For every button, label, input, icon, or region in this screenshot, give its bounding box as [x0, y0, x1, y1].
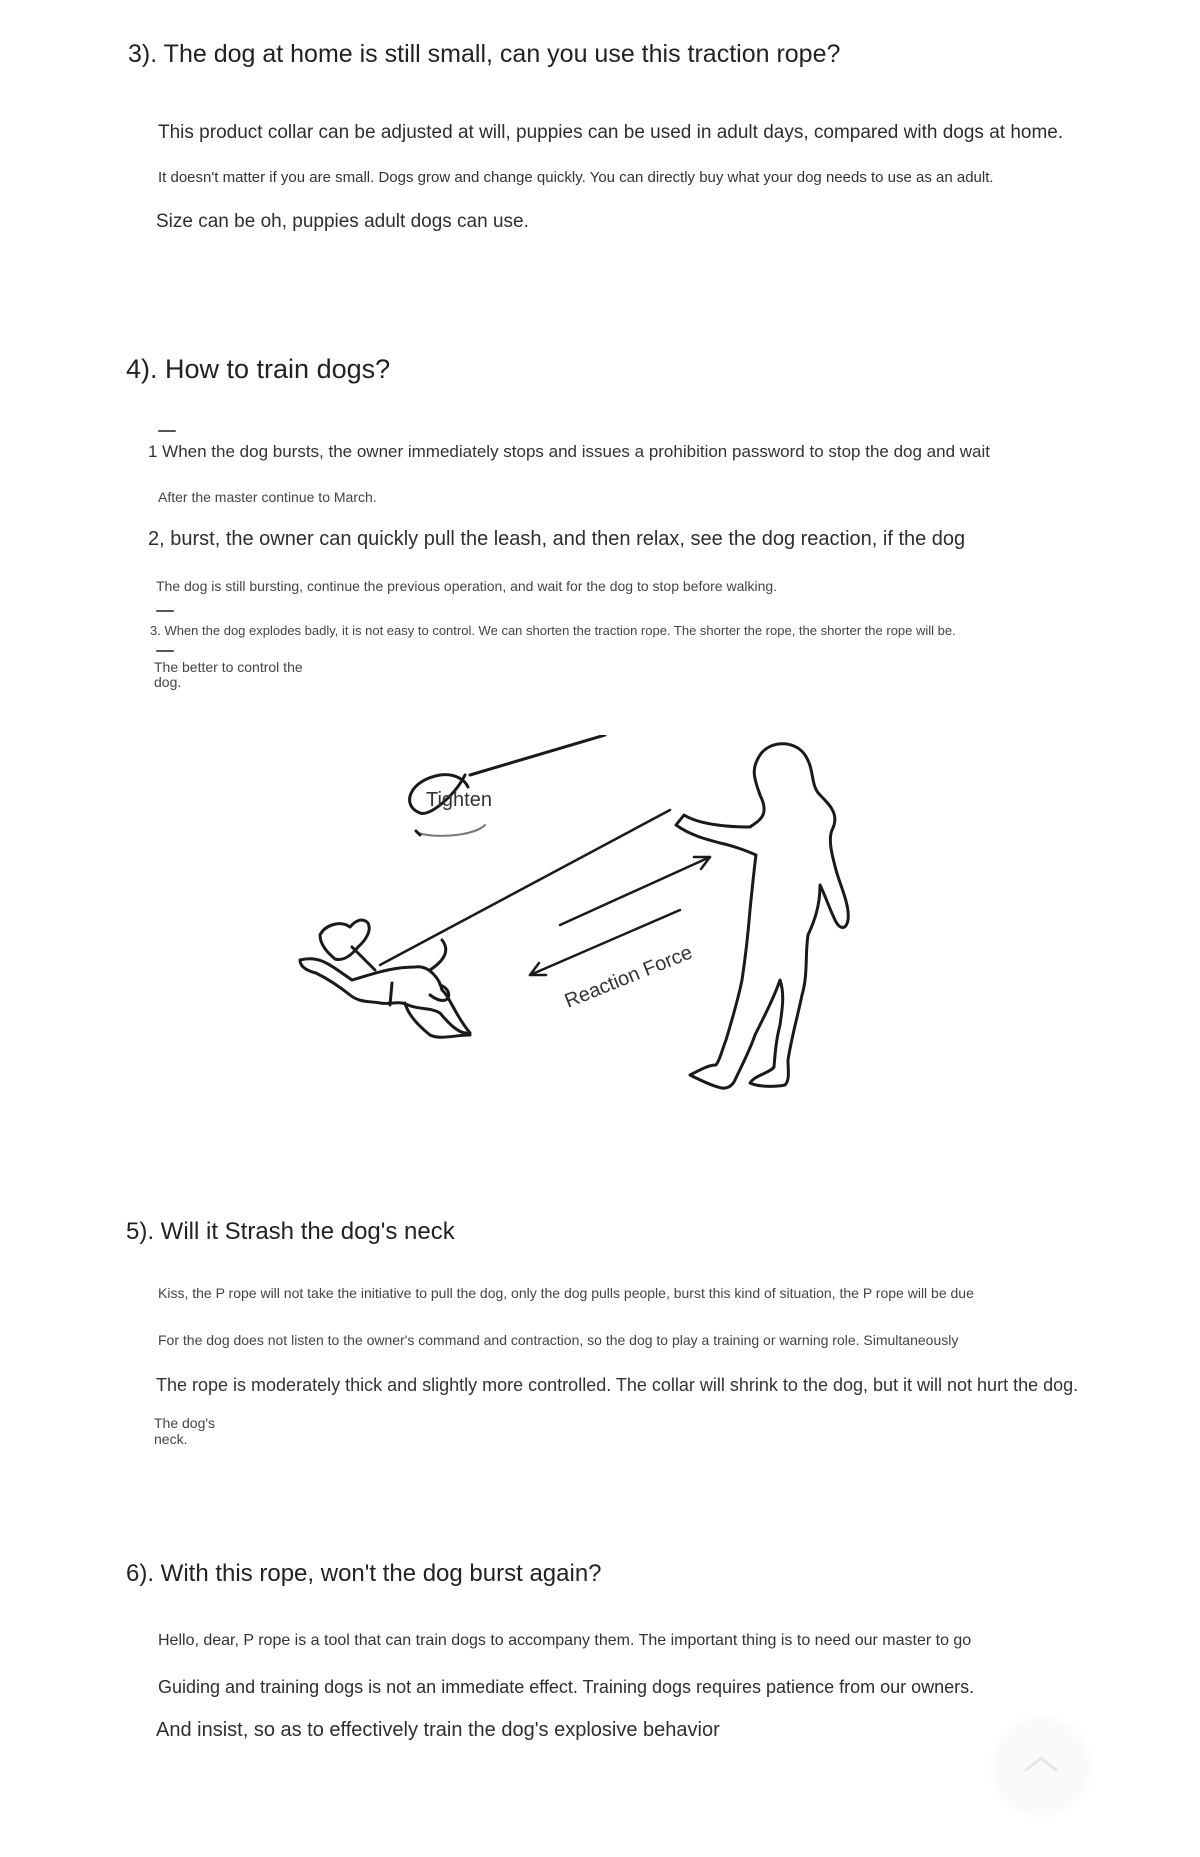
- leash-training-diagram: [280, 735, 900, 1120]
- q5-heading: 5). Will it Strash the dog's neck: [126, 1218, 455, 1245]
- leash-line: [380, 810, 670, 965]
- q6-line-2: Guiding and training dogs is not an immediate effect. Training dogs requires patience from our owners.: [158, 1677, 975, 1697]
- pull-arrow: [560, 857, 710, 925]
- q4-step-2-cont: The dog is still bursting, continue the previous operation, and wait for the dog to stop before walking.: [156, 578, 778, 594]
- reaction-force-label: Reaction Force: [561, 941, 696, 1013]
- divider-mark: [158, 430, 176, 432]
- person-figure: [676, 744, 848, 1088]
- q3-line-3: Size can be oh, puppies adult dogs can use.: [156, 211, 529, 232]
- q6-line-1: Hello, dear, P rope is a tool that can train dogs to accompany them. The important thing is to need our master to go: [158, 1632, 972, 1649]
- q5-line-3: The rope is moderately thick and slightly more controlled. The collar will shrink to the dog, but it will not hurt the dog.: [156, 1375, 1079, 1395]
- q3-line-2: It doesn't matter if you are small. Dogs grow and change quickly. You can directly buy what your dog needs to use as an adult.: [158, 169, 994, 186]
- q5-line-1: Kiss, the P rope will not take the initiative to pull the dog, only the dog pulls people, burst this kind of situation, the P rope will be due: [158, 1285, 974, 1301]
- divider-mark: [156, 610, 174, 612]
- q4-step-3: 3. When the dog explodes badly, it is not easy to control. We can shorten the traction rope. The shorter the rope, the shorter the rope will be.: [150, 623, 956, 638]
- q5-tail-1: The dog's: [154, 1415, 216, 1431]
- q4-heading: 4). How to train dogs?: [126, 354, 391, 384]
- q3-line-1: This product collar can be adjusted at will, puppies can be used in adult days, compared with dogs at home.: [158, 122, 1064, 143]
- q5-tail-2: neck.: [154, 1431, 188, 1447]
- q3-heading: 3). The dog at home is still small, can you use this traction rope?: [128, 40, 841, 68]
- q6-line-3: And insist, so as to effectively train the dog's explosive behavior: [156, 1719, 720, 1741]
- scroll-top-button[interactable]: [996, 1722, 1086, 1812]
- q4-step-3-cont-2: dog.: [154, 674, 182, 690]
- q4-step-3-cont-1: The better to control the: [154, 659, 303, 675]
- q4-step-1: 1 When the dog bursts, the owner immediately stops and issues a prohibition password to stop the dog and wait: [148, 442, 990, 461]
- tighten-label: Tighten: [426, 789, 492, 811]
- q4-step-1-cont: After the master continue to March.: [158, 489, 377, 505]
- q5-line-2: For the dog does not listen to the owner's command and contraction, so the dog to play a training or warning role. Simultaneously: [158, 1332, 959, 1348]
- chevron-up-icon: [996, 1722, 1086, 1812]
- q6-heading: 6). With this rope, won't the dog burst again?: [126, 1560, 602, 1587]
- dog-figure: [300, 920, 470, 1037]
- q4-step-2: 2, burst, the owner can quickly pull the leash, and then relax, see the dog reaction, if the dog: [148, 528, 966, 550]
- divider-mark: [156, 650, 174, 652]
